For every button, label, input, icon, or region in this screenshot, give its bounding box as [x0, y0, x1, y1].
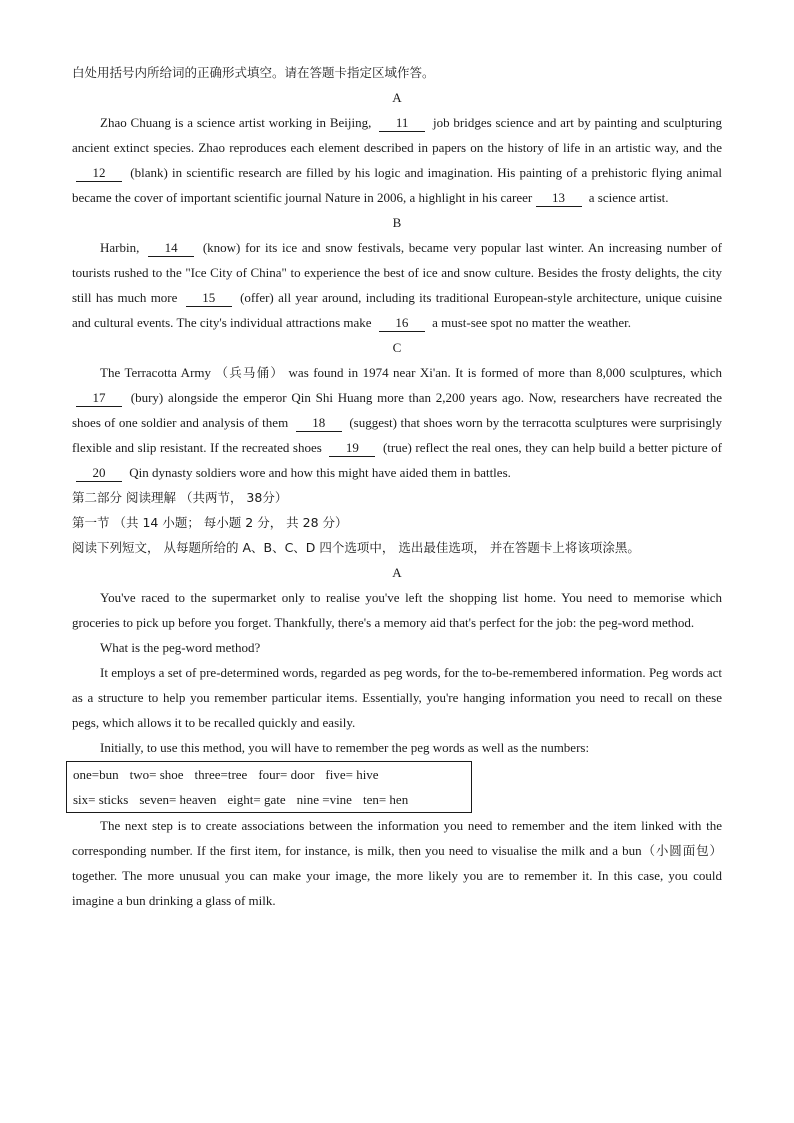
- peg-item: six= sticks: [73, 792, 129, 807]
- blank-18[interactable]: 18: [296, 415, 342, 432]
- peg-item: seven= heaven: [139, 792, 217, 807]
- peg-item: nine =vine: [296, 792, 352, 807]
- passage-b-text: a must-see spot no matter the weather.: [432, 315, 631, 330]
- peg-item: ten= hen: [362, 792, 409, 807]
- peg-item: four= door: [258, 767, 315, 782]
- passage-c-text: The Terracotta Army: [100, 365, 212, 380]
- section-a-label: A: [392, 90, 402, 105]
- passage-b-text: (offer) all year around, including its traditional European-style architecture, unique cuisine and cultural events. The city's individual attractions make: [72, 290, 723, 330]
- passage-b-text: Harbin,: [100, 240, 140, 255]
- reading-a-paragraph-5: [72, 813, 722, 913]
- blank-11[interactable]: 11: [379, 115, 425, 132]
- passage-c-text: Qin dynasty soldiers wore and how this might have aided them in battles.: [129, 465, 511, 480]
- blank-20[interactable]: 20: [76, 465, 122, 482]
- passage-c-text: (true) reflect the real ones, they can help build a better picture of: [382, 440, 722, 455]
- passage-c-text: (bury) alongside the emperor Qin Shi Huang more than 2,200 years ago. Now, researchers have recreated the shoes of one soldier and analysis of them: [72, 390, 722, 430]
- passage-c-text: (suggest) that shoes worn by the terracotta sculptures were surprisingly flexible and slip resistant. If the recreated shoes: [72, 415, 723, 455]
- reading-a-text: The next step is to create associations between the information you need to remember and the item linked with the corresponding number. If the first item, for instance, is milk, then you need to visualise the milk and a bun: [72, 818, 722, 858]
- passage-a: [72, 110, 722, 210]
- passage-a-text: a science artist.: [588, 190, 669, 205]
- section1-heading: 第一节 （共 14 小题； 每小题 2 分， 共 28 分）: [72, 515, 348, 530]
- blank-16[interactable]: 16: [379, 315, 425, 332]
- reading-a-subheading: What is the peg-word method?: [100, 640, 261, 655]
- peg-row-2: [67, 787, 471, 812]
- passage-a-text: Zhao Chuang is a science artist working in Beijing,: [100, 115, 372, 130]
- peg-item: eight= gate: [227, 792, 286, 807]
- passage-c: [72, 360, 722, 485]
- passage-a-text: (blank) in scientific research are filled by his logic and imagination. His painting of a prehistoric flying animal became the cover of important scientific journal Nature in 2006, a highlight in his career: [72, 165, 723, 205]
- passage-b-text: (know) for its ice and snow festivals, became very popular last winter. An increasing number of tourists rushed to the "Ice City of China" to experience the best of ice and snow culture. Besides the frosty delights, the city still has much more: [72, 240, 723, 305]
- reading-a-paragraph-3: It employs a set of pre-determined words, regarded as peg words, for the to-be-remembered information. Peg words act as a structure to help you remember particular items. Essentially, you're hanging information you need to recall on these pegs, which allows it to be recalled quickly and easily.: [72, 665, 722, 730]
- blank-17[interactable]: 17: [76, 390, 122, 407]
- peg-row-1: [67, 762, 471, 787]
- section-b-label: B: [392, 215, 402, 230]
- reading-a-paragraph-4: Initially, to use this method, you will have to remember the peg words as well as the numbers:: [100, 740, 590, 755]
- passage-c-text: was found in 1974 near Xi'an. It is formed of more than 8,000 sculptures, which: [288, 365, 722, 380]
- blank-12[interactable]: 12: [76, 165, 122, 182]
- reading-a-label: A: [392, 565, 402, 580]
- peg-item: three=tree: [194, 767, 248, 782]
- document-page: [72, 60, 722, 913]
- blank-19[interactable]: 19: [329, 440, 375, 457]
- peg-word-table: [66, 761, 472, 813]
- passage-a-text: job bridges science and art by painting and sculpturing ancient extinct species. Zhao reproduces each element described in papers on the history of life in an artistic way, and the: [72, 115, 723, 155]
- reading-a-paragraph-1: You've raced to the supermarket only to realise you've left the shopping list home. You need to memorise which groceries to pick up before you forget. Thankfully, there's a memory aid that's perfect for the job: the peg-word method.: [72, 590, 722, 630]
- section-c-label: C: [392, 340, 402, 355]
- part2-heading: 第二部分 阅读理解 （共两节， 38分）: [72, 490, 288, 505]
- peg-item: two= shoe: [129, 767, 184, 782]
- passage-c-chinese-note: （兵马俑）: [215, 365, 285, 380]
- reading-instruction: 阅读下列短文， 从每题所给的 A、B、C、D 四个选项中， 选出最佳选项， 并在答题卡上将该项涂黑。: [72, 540, 640, 555]
- passage-b: [72, 235, 722, 335]
- blank-14[interactable]: 14: [148, 240, 194, 257]
- peg-item: five= hive: [325, 767, 379, 782]
- reading-a-text: together. The more unusual you can make your image, the more likely you are to remember it. In this case, you could imagine a bun drinking a glass of milk.: [72, 868, 722, 908]
- peg-item: one=bun: [73, 767, 119, 782]
- instruction-top: 白处用括号内所给词的正确形式填空。请在答题卡指定区域作答。: [72, 65, 435, 80]
- blank-15[interactable]: 15: [186, 290, 232, 307]
- blank-13[interactable]: 13: [536, 190, 582, 207]
- reading-a-chinese-note: （小圆面包）: [641, 843, 722, 858]
